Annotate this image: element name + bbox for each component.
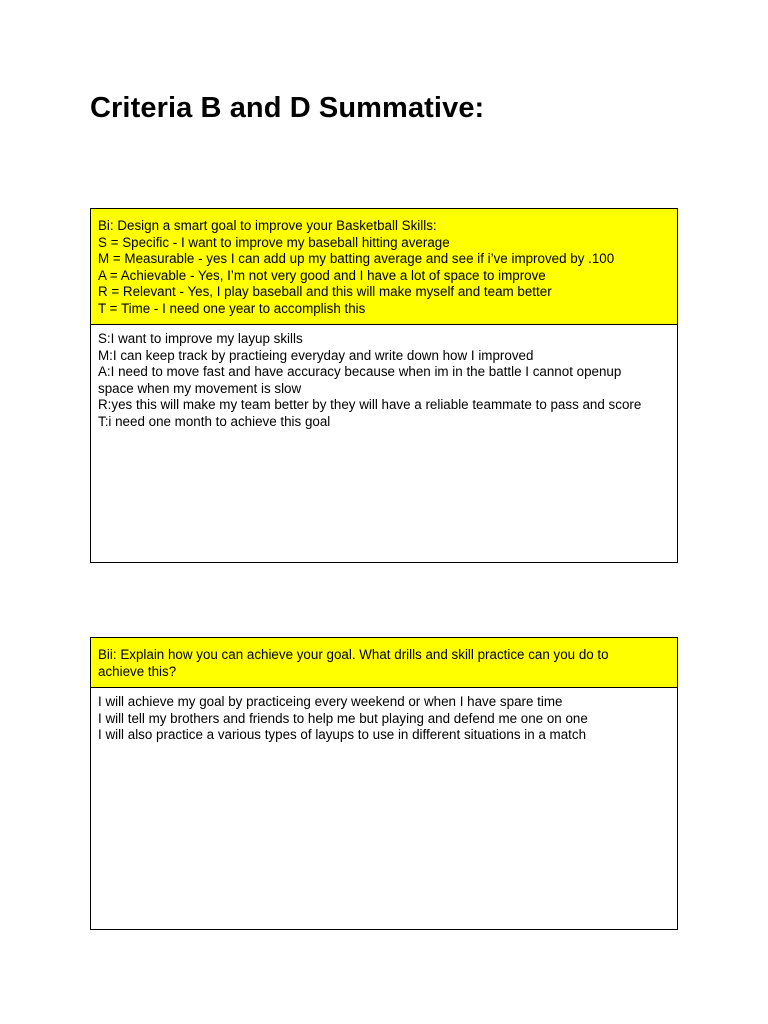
- answer-line: I will also practice a various types of layups to use in different situations in a match: [98, 727, 587, 742]
- answer-line: T:i need one month to achieve this goal: [98, 413, 331, 429]
- answer-line: A:I need to move fast and have accuracy because when im in the battle I cannot openup: [98, 364, 622, 379]
- answer-line: I will tell my brothers and friends to help me but playing and defend me one on one: [98, 710, 588, 726]
- answer-line: space when my movement is slow: [98, 380, 302, 396]
- prompt-line: achieve this?: [98, 663, 177, 679]
- achieve-goal-answer[interactable]: [91, 688, 677, 744]
- smart-goal-prompt: [91, 209, 677, 325]
- achieve-goal-prompt: [91, 638, 677, 688]
- answer-line: S:I want to improve my layup skills: [98, 331, 303, 346]
- prompt-line: T = Time - I need one year to accomplish this: [98, 300, 366, 316]
- prompt-line: M = Measurable - yes I can add up my batting average and see if i’ve improved by .100: [98, 251, 615, 266]
- smart-goal-answer[interactable]: [91, 325, 677, 430]
- prompt-line: R = Relevant - Yes, I play baseball and this will make myself and team better: [98, 284, 552, 299]
- answer-line: M:I can keep track by practieing everyday and write down how I improved: [98, 347, 534, 363]
- achieve-goal-table: [90, 637, 678, 930]
- answer-line: I will achieve my goal by practiceing every weekend or when I have spare time: [98, 694, 563, 709]
- page-title: Criteria B and D Summative:: [90, 92, 485, 124]
- prompt-line: A = Achievable - Yes, I’m not very good and I have a lot of space to improve: [98, 267, 546, 283]
- prompt-line: S = Specific - I want to improve my baseball hitting average: [98, 234, 450, 250]
- answer-line: R:yes this will make my team better by they will have a reliable teammate to pass and score: [98, 397, 642, 412]
- smart-goal-table: [90, 208, 678, 563]
- prompt-line: Bii: Explain how you can achieve your goal. What drills and skill practice can you do to: [98, 647, 609, 662]
- prompt-line: Bi: Design a smart goal to improve your Basketball Skills:: [98, 218, 437, 233]
